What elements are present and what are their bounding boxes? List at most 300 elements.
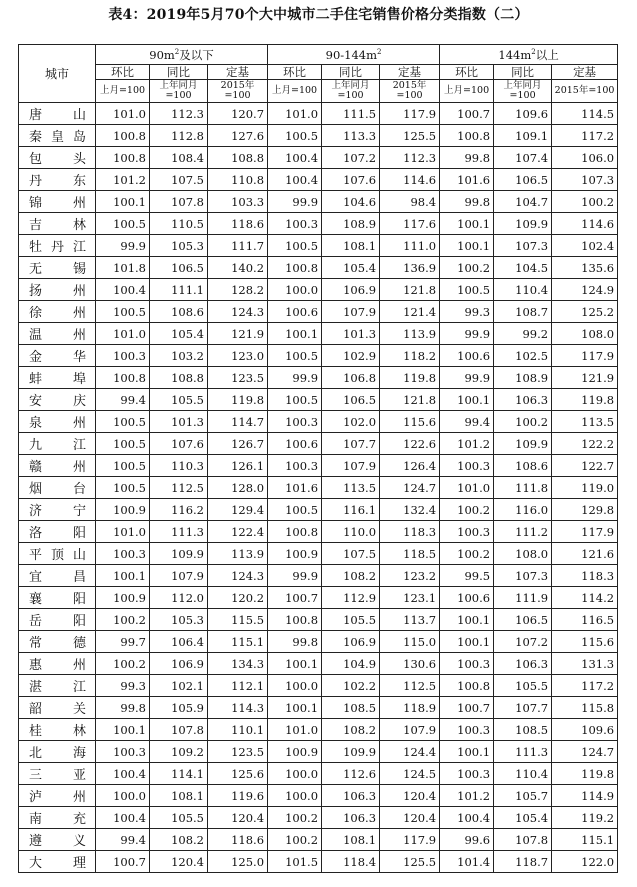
base-label: 上月=100 — [440, 80, 494, 103]
value-cell: 111.5 — [322, 103, 380, 125]
value-cell: 116.5 — [552, 609, 618, 631]
value-cell: 100.9 — [96, 587, 150, 609]
value-cell: 100.4 — [96, 763, 150, 785]
value-cell: 100.1 — [440, 213, 494, 235]
table-row — [19, 499, 618, 521]
table-row — [19, 785, 618, 807]
value-cell: 99.9 — [268, 367, 322, 389]
value-cell: 102.2 — [322, 675, 380, 697]
value-cell: 124.5 — [380, 763, 440, 785]
value-cell: 100.5 — [96, 433, 150, 455]
base-label: 上月=100 — [268, 80, 322, 103]
base-label: 上月=100 — [96, 80, 150, 103]
value-cell: 100.0 — [96, 785, 150, 807]
value-cell: 120.2 — [208, 587, 268, 609]
value-cell: 127.6 — [208, 125, 268, 147]
value-cell: 100.5 — [268, 235, 322, 257]
value-cell: 107.2 — [322, 147, 380, 169]
value-cell: 100.5 — [96, 411, 150, 433]
value-cell: 100.3 — [440, 719, 494, 741]
city-cell: 无 锡 — [19, 257, 96, 279]
value-cell: 100.3 — [268, 455, 322, 477]
value-cell: 107.9 — [380, 719, 440, 741]
value-cell: 115.8 — [552, 697, 618, 719]
value-cell: 106.5 — [494, 169, 552, 191]
value-cell: 101.0 — [96, 323, 150, 345]
value-cell: 112.6 — [322, 763, 380, 785]
value-cell: 112.0 — [150, 587, 208, 609]
value-cell: 106.3 — [494, 653, 552, 675]
value-cell: 125.0 — [208, 851, 268, 873]
value-cell: 125.2 — [552, 301, 618, 323]
value-cell: 107.3 — [552, 169, 618, 191]
city-cell: 包 头 — [19, 147, 96, 169]
table-row — [19, 147, 618, 169]
value-cell: 101.2 — [440, 433, 494, 455]
value-cell: 99.8 — [268, 631, 322, 653]
value-cell: 101.0 — [440, 477, 494, 499]
value-cell: 126.7 — [208, 433, 268, 455]
value-cell: 100.3 — [268, 213, 322, 235]
city-cell: 湛 江 — [19, 675, 96, 697]
base-label: 上年同月=100 — [494, 80, 552, 103]
base-label: 上年同月=100 — [150, 80, 208, 103]
city-cell: 岳 阳 — [19, 609, 96, 631]
value-cell: 115.1 — [552, 829, 618, 851]
value-cell: 99.3 — [96, 675, 150, 697]
value-cell: 100.8 — [96, 147, 150, 169]
value-cell: 128.2 — [208, 279, 268, 301]
value-cell: 101.3 — [322, 323, 380, 345]
value-cell: 102.9 — [322, 345, 380, 367]
table-row — [19, 521, 618, 543]
value-cell: 129.8 — [552, 499, 618, 521]
value-cell: 119.8 — [552, 763, 618, 785]
table-row — [19, 587, 618, 609]
value-cell: 117.6 — [380, 213, 440, 235]
table-row — [19, 697, 618, 719]
value-cell: 110.1 — [208, 719, 268, 741]
value-cell: 126.4 — [380, 455, 440, 477]
value-cell: 100.1 — [440, 235, 494, 257]
value-cell: 131.3 — [552, 653, 618, 675]
value-cell: 122.2 — [552, 433, 618, 455]
value-cell: 112.3 — [150, 103, 208, 125]
value-cell: 106.9 — [322, 279, 380, 301]
value-cell: 124.7 — [552, 741, 618, 763]
value-cell: 103.3 — [208, 191, 268, 213]
city-cell: 秦皇岛 — [19, 125, 96, 147]
value-cell: 115.1 — [208, 631, 268, 653]
value-cell: 108.5 — [322, 697, 380, 719]
value-cell: 100.2 — [96, 609, 150, 631]
table-row — [19, 323, 618, 345]
value-cell: 116.0 — [494, 499, 552, 521]
value-cell: 140.2 — [208, 257, 268, 279]
city-cell: 唐 山 — [19, 103, 96, 125]
value-cell: 101.0 — [96, 103, 150, 125]
value-cell: 111.7 — [208, 235, 268, 257]
value-cell: 107.6 — [322, 169, 380, 191]
value-cell: 136.9 — [380, 257, 440, 279]
value-cell: 115.0 — [380, 631, 440, 653]
table-row — [19, 169, 618, 191]
value-cell: 102.1 — [150, 675, 208, 697]
value-cell: 104.6 — [322, 191, 380, 213]
value-cell: 110.3 — [150, 455, 208, 477]
value-cell: 123.0 — [208, 345, 268, 367]
value-cell: 114.1 — [150, 763, 208, 785]
table-row — [19, 389, 618, 411]
city-cell: 大 理 — [19, 851, 96, 873]
city-cell: 扬 州 — [19, 279, 96, 301]
value-cell: 100.3 — [96, 741, 150, 763]
value-cell: 100.1 — [440, 389, 494, 411]
value-cell: 101.0 — [268, 103, 322, 125]
value-cell: 99.8 — [96, 697, 150, 719]
value-cell: 112.9 — [322, 587, 380, 609]
value-cell: 109.1 — [494, 125, 552, 147]
value-cell: 106.0 — [552, 147, 618, 169]
value-cell: 119.8 — [208, 389, 268, 411]
group-header-medium — [268, 45, 440, 65]
value-cell: 108.0 — [552, 323, 618, 345]
sub-header-fixed-base: 定基 — [208, 65, 268, 80]
value-cell: 109.6 — [494, 103, 552, 125]
value-cell: 101.3 — [150, 411, 208, 433]
value-cell: 99.7 — [96, 631, 150, 653]
value-cell: 112.1 — [208, 675, 268, 697]
superscript: 2 — [531, 47, 536, 56]
value-cell: 113.9 — [208, 543, 268, 565]
value-cell: 120.7 — [208, 103, 268, 125]
value-cell: 99.9 — [268, 191, 322, 213]
sub-header-chain: 环比 — [268, 65, 322, 80]
value-cell: 100.2 — [440, 543, 494, 565]
value-cell: 102.0 — [322, 411, 380, 433]
value-cell: 110.4 — [494, 763, 552, 785]
value-cell: 109.9 — [322, 741, 380, 763]
value-cell: 121.4 — [380, 301, 440, 323]
value-cell: 114.2 — [552, 587, 618, 609]
table-row — [19, 543, 618, 565]
value-cell: 119.8 — [552, 389, 618, 411]
table-row — [19, 829, 618, 851]
value-cell: 108.8 — [208, 147, 268, 169]
value-cell: 101.2 — [96, 169, 150, 191]
value-cell: 108.2 — [322, 565, 380, 587]
value-cell: 118.5 — [380, 543, 440, 565]
value-cell: 121.6 — [552, 543, 618, 565]
city-cell: 泉 州 — [19, 411, 96, 433]
table-title: 表4：2019年5月70个大中城市二手住宅销售价格分类指数（二） — [108, 7, 529, 23]
value-cell: 121.9 — [552, 367, 618, 389]
value-cell: 99.9 — [96, 235, 150, 257]
group-label: 90-144m — [325, 47, 377, 62]
value-cell: 118.3 — [380, 521, 440, 543]
value-cell: 100.3 — [440, 521, 494, 543]
value-cell: 108.6 — [150, 301, 208, 323]
value-cell: 101.5 — [268, 851, 322, 873]
value-cell: 122.7 — [552, 455, 618, 477]
base-label: 上年同月=100 — [322, 80, 380, 103]
value-cell: 100.2 — [268, 807, 322, 829]
value-cell: 100.5 — [268, 125, 322, 147]
city-cell: 遵 义 — [19, 829, 96, 851]
value-cell: 118.3 — [552, 565, 618, 587]
value-cell: 110.5 — [150, 213, 208, 235]
value-cell: 119.6 — [208, 785, 268, 807]
value-cell: 113.7 — [380, 609, 440, 631]
value-cell: 135.6 — [552, 257, 618, 279]
value-cell: 99.9 — [440, 367, 494, 389]
value-cell: 108.2 — [150, 829, 208, 851]
value-cell: 108.5 — [494, 719, 552, 741]
value-cell: 107.5 — [150, 169, 208, 191]
superscript: 2 — [174, 47, 180, 56]
city-cell: 泸 州 — [19, 785, 96, 807]
value-cell: 101.4 — [440, 851, 494, 873]
value-cell: 111.3 — [494, 741, 552, 763]
table-row — [19, 741, 618, 763]
value-cell: 100.2 — [494, 411, 552, 433]
value-cell: 116.2 — [150, 499, 208, 521]
value-cell: 118.2 — [380, 345, 440, 367]
value-cell: 128.0 — [208, 477, 268, 499]
table-row — [19, 455, 618, 477]
value-cell: 107.3 — [494, 565, 552, 587]
value-cell: 100.8 — [440, 675, 494, 697]
value-cell: 100.3 — [96, 345, 150, 367]
value-cell: 98.4 — [380, 191, 440, 213]
value-cell: 105.4 — [150, 323, 208, 345]
value-cell: 119.8 — [380, 367, 440, 389]
city-cell: 宜 昌 — [19, 565, 96, 587]
value-cell: 116.1 — [322, 499, 380, 521]
table-row — [19, 763, 618, 785]
city-cell: 桂 林 — [19, 719, 96, 741]
value-cell: 112.3 — [380, 147, 440, 169]
value-cell: 121.8 — [380, 279, 440, 301]
city-cell: 洛 阳 — [19, 521, 96, 543]
value-cell: 104.5 — [494, 257, 552, 279]
price-index-table — [18, 44, 618, 873]
value-cell: 106.3 — [322, 785, 380, 807]
value-cell: 101.6 — [440, 169, 494, 191]
city-cell: 平顶山 — [19, 543, 96, 565]
value-cell: 100.6 — [268, 301, 322, 323]
value-cell: 99.5 — [440, 565, 494, 587]
value-cell: 109.9 — [494, 433, 552, 455]
value-cell: 107.6 — [150, 433, 208, 455]
value-cell: 113.9 — [380, 323, 440, 345]
value-cell: 100.9 — [96, 499, 150, 521]
value-cell: 111.0 — [380, 235, 440, 257]
value-cell: 107.9 — [322, 455, 380, 477]
superscript: 2 — [377, 47, 382, 56]
value-cell: 111.1 — [150, 279, 208, 301]
value-cell: 122.6 — [380, 433, 440, 455]
value-cell: 100.5 — [96, 477, 150, 499]
value-cell: 103.2 — [150, 345, 208, 367]
value-cell: 114.5 — [552, 103, 618, 125]
value-cell: 99.2 — [494, 323, 552, 345]
value-cell: 99.4 — [96, 829, 150, 851]
value-cell: 101.0 — [268, 719, 322, 741]
table-row — [19, 257, 618, 279]
value-cell: 101.0 — [96, 521, 150, 543]
value-cell: 117.9 — [552, 345, 618, 367]
base-label: 2015年=100 — [380, 80, 440, 103]
city-cell: 牡丹江 — [19, 235, 96, 257]
table-row — [19, 367, 618, 389]
group-suffix: 以上 — [535, 47, 559, 62]
value-cell: 122.0 — [552, 851, 618, 873]
value-cell: 99.6 — [440, 829, 494, 851]
table-body — [19, 103, 618, 873]
base-label: 2015年=100 — [552, 80, 618, 103]
table-header — [19, 45, 618, 103]
value-cell: 112.5 — [380, 675, 440, 697]
value-cell: 108.7 — [494, 301, 552, 323]
value-cell: 107.8 — [150, 719, 208, 741]
group-label: 90m — [149, 47, 175, 62]
value-cell: 100.5 — [268, 389, 322, 411]
value-cell: 99.4 — [440, 411, 494, 433]
group-label: 144m — [498, 47, 532, 62]
value-cell: 108.9 — [494, 367, 552, 389]
value-cell: 109.9 — [494, 213, 552, 235]
value-cell: 106.5 — [494, 609, 552, 631]
value-cell: 100.8 — [268, 521, 322, 543]
value-cell: 114.7 — [208, 411, 268, 433]
value-cell: 123.1 — [380, 587, 440, 609]
value-cell: 119.0 — [552, 477, 618, 499]
value-cell: 108.4 — [150, 147, 208, 169]
value-cell: 100.2 — [268, 829, 322, 851]
value-cell: 124.4 — [380, 741, 440, 763]
value-cell: 105.5 — [322, 609, 380, 631]
table-row — [19, 807, 618, 829]
value-cell: 99.8 — [440, 191, 494, 213]
group-suffix: 及以下 — [179, 47, 214, 62]
value-cell: 114.3 — [208, 697, 268, 719]
value-cell: 114.6 — [552, 213, 618, 235]
table-row — [19, 653, 618, 675]
city-cell: 韶 关 — [19, 697, 96, 719]
value-cell: 107.8 — [150, 191, 208, 213]
value-cell: 113.5 — [322, 477, 380, 499]
sub-header-chain: 环比 — [440, 65, 494, 80]
value-cell: 100.6 — [268, 433, 322, 455]
value-cell: 105.5 — [150, 389, 208, 411]
value-cell: 119.2 — [552, 807, 618, 829]
base-label: 2015年=100 — [208, 80, 268, 103]
value-cell: 134.3 — [208, 653, 268, 675]
value-cell: 100.7 — [96, 851, 150, 873]
value-cell: 106.5 — [322, 389, 380, 411]
value-cell: 105.4 — [322, 257, 380, 279]
city-cell: 济 宁 — [19, 499, 96, 521]
value-cell: 120.4 — [380, 807, 440, 829]
value-cell: 100.0 — [268, 785, 322, 807]
table-row — [19, 191, 618, 213]
table-row — [19, 609, 618, 631]
value-cell: 101.2 — [440, 785, 494, 807]
value-cell: 111.9 — [494, 587, 552, 609]
value-cell: 123.5 — [208, 741, 268, 763]
value-cell: 100.5 — [440, 279, 494, 301]
city-cell: 南 充 — [19, 807, 96, 829]
value-cell: 120.4 — [208, 807, 268, 829]
value-cell: 121.8 — [380, 389, 440, 411]
value-cell: 100.1 — [268, 653, 322, 675]
value-cell: 108.8 — [150, 367, 208, 389]
value-cell: 117.9 — [380, 829, 440, 851]
table-row — [19, 675, 618, 697]
value-cell: 100.5 — [96, 213, 150, 235]
value-cell: 111.8 — [494, 477, 552, 499]
city-cell: 三 亚 — [19, 763, 96, 785]
value-cell: 117.2 — [552, 675, 618, 697]
value-cell: 108.1 — [150, 785, 208, 807]
value-cell: 100.6 — [440, 587, 494, 609]
sub-header-chain: 环比 — [96, 65, 150, 80]
city-cell: 徐 州 — [19, 301, 96, 323]
value-cell: 100.5 — [268, 345, 322, 367]
value-cell: 107.2 — [494, 631, 552, 653]
value-cell: 107.4 — [494, 147, 552, 169]
value-cell: 125.5 — [380, 125, 440, 147]
value-cell: 105.7 — [494, 785, 552, 807]
value-cell: 100.2 — [440, 499, 494, 521]
value-cell: 100.4 — [268, 147, 322, 169]
table-row — [19, 719, 618, 741]
value-cell: 100.3 — [440, 653, 494, 675]
value-cell: 118.6 — [208, 829, 268, 851]
value-cell: 100.2 — [440, 257, 494, 279]
value-cell: 99.9 — [440, 323, 494, 345]
city-cell: 锦 州 — [19, 191, 96, 213]
value-cell: 107.7 — [494, 697, 552, 719]
table-row — [19, 301, 618, 323]
value-cell: 115.6 — [380, 411, 440, 433]
city-cell: 温 州 — [19, 323, 96, 345]
value-cell: 108.1 — [322, 235, 380, 257]
value-cell: 106.4 — [150, 631, 208, 653]
value-cell: 105.9 — [150, 697, 208, 719]
value-cell: 100.1 — [96, 191, 150, 213]
sub-header-yoy: 同比 — [494, 65, 552, 80]
value-cell: 99.3 — [440, 301, 494, 323]
value-cell: 112.5 — [150, 477, 208, 499]
value-cell: 112.8 — [150, 125, 208, 147]
value-cell: 100.4 — [268, 169, 322, 191]
table-row — [19, 851, 618, 873]
value-cell: 100.0 — [268, 763, 322, 785]
value-cell: 100.8 — [268, 257, 322, 279]
value-cell: 99.8 — [440, 147, 494, 169]
value-cell: 120.4 — [380, 785, 440, 807]
value-cell: 102.5 — [494, 345, 552, 367]
value-cell: 105.3 — [150, 609, 208, 631]
value-cell: 100.6 — [440, 345, 494, 367]
city-cell: 北 海 — [19, 741, 96, 763]
table-row — [19, 345, 618, 367]
value-cell: 101.8 — [96, 257, 150, 279]
value-cell: 101.6 — [268, 477, 322, 499]
value-cell: 110.4 — [494, 279, 552, 301]
